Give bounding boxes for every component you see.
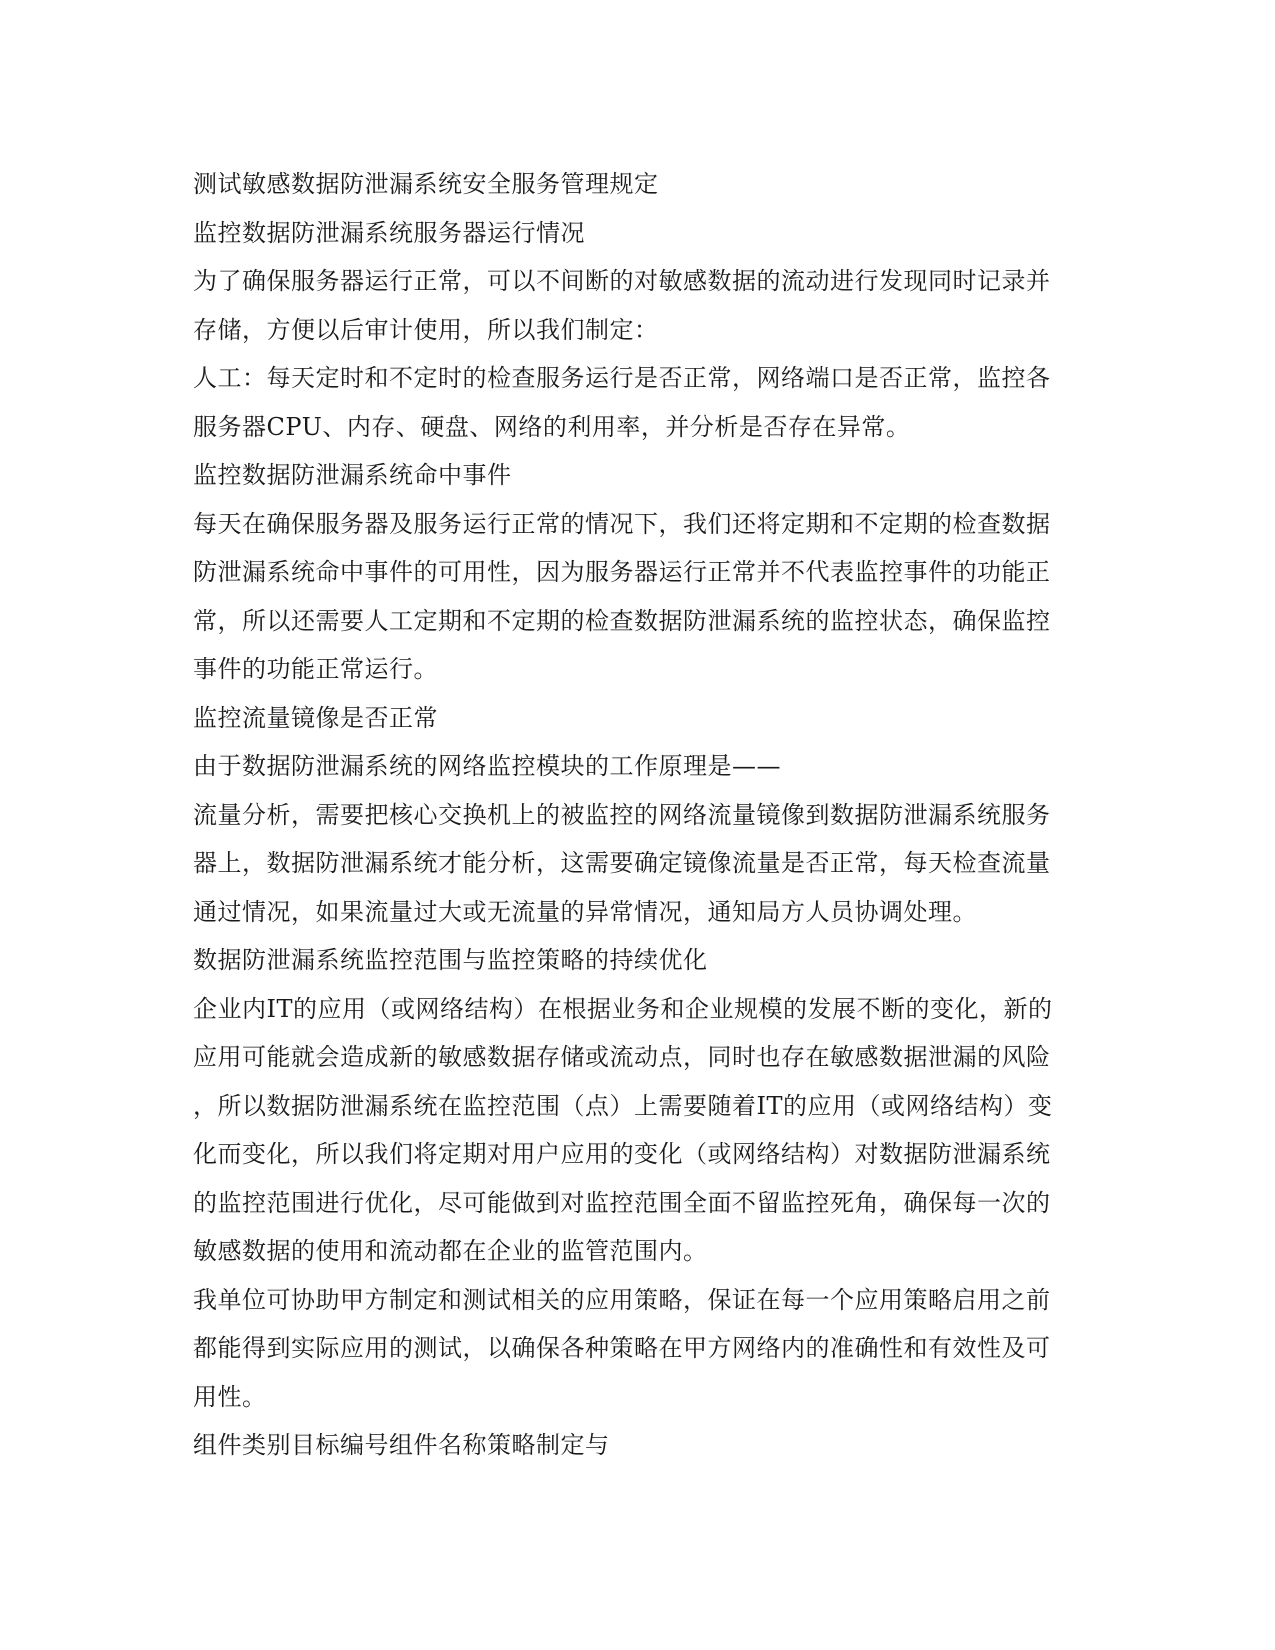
paragraph-line: 为了确保服务器运行正常，可以不间断的对敏感数据的流动进行发现同时记录并 bbox=[193, 267, 1051, 295]
section-heading: 监控流量镜像是否正常 bbox=[193, 703, 438, 732]
paragraph-line: 每天在确保服务器及服务运行正常的情况下，我们还将定期和不定期的检查数据 bbox=[193, 509, 1051, 538]
document-title: 测试敏感数据防泄漏系统安全服务管理规定 bbox=[193, 170, 659, 198]
paragraph-line: 流量分析，需要把核心交换机上的被监控的网络流量镜像到数据防泄漏系统服务 bbox=[193, 800, 1051, 829]
section-heading: 监控数据防泄漏系统命中事件 bbox=[193, 461, 512, 489]
paragraph-line: 事件的功能正常运行。 bbox=[193, 655, 438, 683]
section-heading: 数据防泄漏系统监控范围与监控策略的持续优化 bbox=[193, 946, 708, 974]
paragraph-line: ，所以数据防泄漏系统在监控范围（点）上需要随着IT的应用（或网络结构）变 bbox=[193, 1091, 1053, 1120]
paragraph-line: 组件类别目标编号组件名称策略制定与 bbox=[193, 1431, 610, 1459]
paragraph-line: 服务器CPU、内存、硬盘、网络的利用率，并分析是否存在异常。 bbox=[193, 412, 911, 441]
document-body bbox=[193, 160, 1073, 1470]
paragraph-line: 器上，数据防泄漏系统才能分析，这需要确定镜像流量是否正常，每天检查流量 bbox=[193, 849, 1051, 877]
paragraph-line: 都能得到实际应用的测试，以确保各种策略在甲方网络内的准确性和有效性及可 bbox=[193, 1334, 1051, 1362]
paragraph-line: 应用可能就会造成新的敏感数据存储或流动点，同时也存在敏感数据泄漏的风险 bbox=[193, 1043, 1051, 1071]
paragraph-line: 防泄漏系统命中事件的可用性，因为服务器运行正常并不代表监控事件的功能正 bbox=[193, 558, 1051, 586]
paragraph-line: 通过情况，如果流量过大或无流量的异常情况，通知局方人员协调处理。 bbox=[193, 897, 977, 926]
paragraph-line: 存储，方便以后审计使用，所以我们制定： bbox=[193, 315, 659, 344]
paragraph-line: 敏感数据的使用和流动都在企业的监管范围内。 bbox=[193, 1237, 708, 1265]
paragraph-line: 常，所以还需要人工定期和不定期的检查数据防泄漏系统的监控状态，确保监控 bbox=[193, 606, 1051, 635]
paragraph-line: 人工：每天定时和不定时的检查服务运行是否正常，网络端口是否正常，监控各 bbox=[193, 364, 1051, 392]
section-heading: 监控数据防泄漏系统服务器运行情况 bbox=[193, 218, 585, 247]
paragraph-line: 用性。 bbox=[193, 1382, 267, 1411]
paragraph-line: 由于数据防泄漏系统的网络监控模块的工作原理是—— bbox=[193, 752, 781, 780]
paragraph-line: 企业内IT的应用（或网络结构）在根据业务和企业规模的发展不断的变化，新的 bbox=[193, 994, 1053, 1023]
paragraph-line: 我单位可协助甲方制定和测试相关的应用策略，保证在每一个应用策略启用之前 bbox=[193, 1285, 1051, 1314]
paragraph-line: 化而变化，所以我们将定期对用户应用的变化（或网络结构）对数据防泄漏系统 bbox=[193, 1140, 1051, 1168]
paragraph-line: 的监控范围进行优化，尽可能做到对监控范围全面不留监控死角，确保每一次的 bbox=[193, 1188, 1051, 1217]
